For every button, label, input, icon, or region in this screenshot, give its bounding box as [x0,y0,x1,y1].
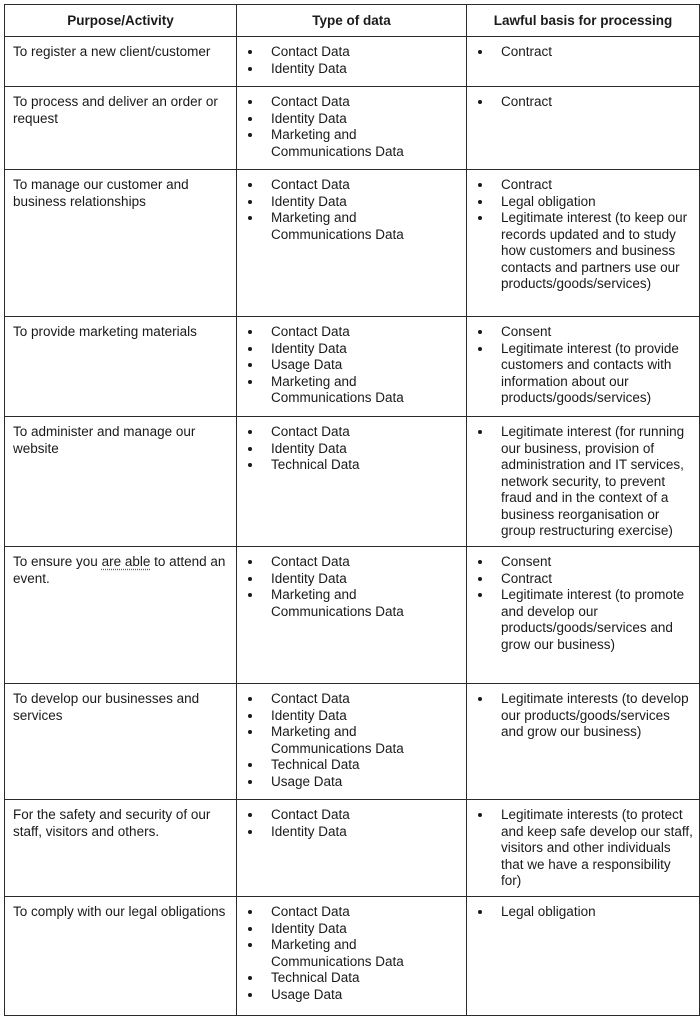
type-of-data-item-text: Contact Data [271,904,350,919]
type-of-data-item-text: Usage Data [271,986,343,1002]
lawful-basis-item-text: Legal obligation [501,193,596,209]
type-of-data-item [237,724,460,757]
type-of-data-item-text: Identity Data [271,920,347,936]
type-of-data-cell [237,417,467,547]
lawful-basis-item [467,904,693,921]
purpose-text: To register a new client/customer [13,44,211,59]
purpose-cell [5,170,237,317]
purpose-text: For the safety and security of our staff, visitors and others. [13,807,211,839]
lawful-basis-item-text: Consent [501,554,552,569]
purpose-text-part: To ensure you [13,554,102,569]
type-of-data-list [237,170,466,243]
type-of-data-item [237,127,460,160]
type-of-data-item [237,571,460,588]
type-of-data-item [237,61,460,78]
lawful-basis-list [467,800,699,890]
type-of-data-cell [237,897,467,1016]
bullet-icon [478,330,482,334]
type-of-data-item [237,457,460,474]
type-of-data-item [237,111,460,128]
type-of-data-cell [237,87,467,170]
header-row [5,5,700,37]
bullet-icon [248,447,252,451]
type-of-data-list [237,37,466,77]
lawful-basis-item-text: Contract [501,94,553,109]
type-of-data-item [237,177,460,194]
lawful-basis-item [467,210,693,293]
type-of-data-item-text: Identity Data [271,440,347,456]
type-of-data-item [237,970,460,987]
bullet-icon [248,200,252,204]
lawful-basis-list [467,87,699,111]
type-of-data-item [237,357,460,374]
type-of-data-item-text: Identity Data [271,193,347,209]
type-of-data-item [237,554,460,571]
lawful-basis-cell [467,897,700,1016]
type-of-data-item [237,824,460,841]
type-of-data-item-text: Contact Data [271,94,350,109]
lawful-basis-item [467,341,693,407]
lawful-basis-item-text: Legitimate interests (to develop our products/goods/services and grow our business) [501,691,689,739]
bullet-icon [478,697,482,701]
bullet-icon [248,943,252,947]
bullet-icon [248,577,252,581]
bullet-icon [478,430,482,434]
type-of-data-item [237,374,460,407]
type-of-data-item-text: Identity Data [271,60,347,76]
purpose-text: To provide marketing materials [13,324,197,339]
type-of-data-item-text: Usage Data [271,773,343,789]
table-row [5,87,700,170]
lawful-basis-item-text: Legitimate interest (to provide customers and contacts with information about our products/goods/services) [501,340,679,405]
lawful-basis-list [467,317,699,407]
bullet-icon [248,593,252,597]
type-of-data-item-text: Identity Data [271,707,347,723]
type-of-data-item-text: Marketing and Communications Data [271,937,404,969]
bullet-icon [248,216,252,220]
lawful-basis-item-text: Contract [501,177,553,192]
bullet-icon [248,67,252,71]
bullet-icon [248,347,252,351]
bullet-icon [478,593,482,597]
bullet-icon [248,380,252,384]
type-of-data-item-text: Marketing and Communications Data [271,127,404,159]
type-of-data-list [237,547,466,620]
lawful-basis-item [467,94,693,111]
lawful-basis-item [467,691,693,741]
lawful-basis-cell [467,800,700,897]
bullet-icon [248,714,252,718]
lawful-basis-item-text: Legitimate interest (to promote and develop our products/goods/services and grow our business) [501,587,685,652]
lawful-basis-item [467,194,693,211]
lawful-basis-item [467,177,693,194]
lawful-basis-item-text: Legitimate interests (to protect and keep safe develop our staff, visitors and other individuals that we have a responsibility for) [501,807,693,888]
bullet-icon [248,927,252,931]
type-of-data-item [237,341,460,358]
bullet-icon [248,430,252,434]
type-of-data-item [237,987,460,1004]
bullet-icon [248,697,252,701]
lawful-basis-item [467,554,693,571]
type-of-data-item [237,194,460,211]
purpose-text-part: to attend an event. [13,554,226,586]
lawful-basis-cell [467,87,700,170]
table-row [5,170,700,317]
purpose-text: To develop our businesses and services [13,691,200,723]
lawful-basis-item-text: Contract [501,44,553,59]
type-of-data-item [237,210,460,243]
type-of-data-item [237,937,460,970]
type-of-data-cell [237,317,467,417]
type-of-data-item-text: Contact Data [271,44,350,59]
type-of-data-item-text: Marketing and Communications Data [271,210,404,242]
lawful-basis-list [467,417,699,540]
type-of-data-item-text: Marketing and Communications Data [271,724,404,756]
header-purpose: Purpose/Activity [5,5,237,37]
bullet-icon [248,763,252,767]
table-row [5,684,700,800]
purpose-cell [5,87,237,170]
bullet-icon [478,813,482,817]
type-of-data-item [237,587,460,620]
purpose-text: To administer and manage our website [13,424,196,456]
lawful-basis-list [467,37,699,61]
type-of-data-item [237,441,460,458]
lawful-basis-cell [467,417,700,547]
bullet-icon [248,463,252,467]
type-of-data-item [237,904,460,921]
type-of-data-cell [237,684,467,800]
bullet-icon [248,910,252,914]
type-of-data-item-text: Contact Data [271,324,350,339]
purpose-cell [5,37,237,87]
type-of-data-item-text: Contact Data [271,424,350,439]
table-row [5,37,700,87]
header-lawful-basis: Lawful basis for processing [467,5,700,37]
type-of-data-item-text: Technical Data [271,757,360,772]
lawful-basis-cell [467,547,700,684]
table-row [5,417,700,547]
lawful-basis-list [467,547,699,653]
purpose-cell [5,684,237,800]
header-type-of-data: Type of data [237,5,467,37]
purpose-cell [5,897,237,1016]
type-of-data-cell [237,170,467,317]
type-of-data-item-text: Contact Data [271,554,350,569]
type-of-data-item-text: Identity Data [271,340,347,356]
type-of-data-item [237,44,460,61]
data-processing-table [4,4,700,1016]
type-of-data-item [237,774,460,791]
lawful-basis-item [467,424,693,540]
type-of-data-item-text: Contact Data [271,177,350,192]
type-of-data-item [237,324,460,341]
bullet-icon [248,813,252,817]
lawful-basis-item-text: Consent [501,324,552,339]
lawful-basis-list [467,684,699,741]
bullet-icon [248,560,252,564]
bullet-icon [248,50,252,54]
table-row [5,547,700,684]
bullet-icon [248,730,252,734]
bullet-icon [478,183,482,187]
bullet-icon [248,133,252,137]
type-of-data-item-text: Identity Data [271,110,347,126]
lawful-basis-item-text: Legal obligation [501,904,596,919]
lawful-basis-item-text: Contract [501,570,553,586]
purpose-cell [5,547,237,684]
type-of-data-item-text: Technical Data [271,457,360,472]
type-of-data-item-text: Marketing and Communications Data [271,373,404,405]
purpose-cell [5,800,237,897]
bullet-icon [478,347,482,351]
type-of-data-item [237,757,460,774]
bullet-icon [248,117,252,121]
lawful-basis-list [467,897,699,921]
type-of-data-list [237,417,466,474]
type-of-data-item-text: Technical Data [271,970,360,985]
table-row [5,317,700,417]
spellcheck-underlined-text: are able [101,554,151,569]
type-of-data-item [237,691,460,708]
bullet-icon [248,183,252,187]
lawful-basis-cell [467,170,700,317]
type-of-data-cell [237,547,467,684]
bullet-icon [478,910,482,914]
type-of-data-item [237,921,460,938]
type-of-data-list [237,684,466,790]
type-of-data-item [237,708,460,725]
bullet-icon [478,100,482,104]
type-of-data-item [237,807,460,824]
table-row [5,897,700,1016]
purpose-cell [5,317,237,417]
lawful-basis-item-text: Legitimate interest (to keep our records updated and to study how customers and business contacts and partners use our products/goods/services) [501,210,688,291]
type-of-data-item-text: Usage Data [271,357,343,372]
lawful-basis-item-text: Legitimate interest (for running our business, provision of administration and IT services, network security, to prevent fraud and in the context of a business reorganisation or group restructuring exercise) [501,424,685,538]
lawful-basis-cell [467,37,700,87]
lawful-basis-item [467,571,693,588]
bullet-icon [478,577,482,581]
type-of-data-list [237,87,466,160]
lawful-basis-item [467,587,693,653]
bullet-icon [478,560,482,564]
lawful-basis-cell [467,317,700,417]
type-of-data-item-text: Identity Data [271,570,347,586]
purpose-text: To process and deliver an order or request [13,94,218,126]
bullet-icon [248,780,252,784]
purpose-cell [5,417,237,547]
type-of-data-item-text: Contact Data [271,691,350,706]
lawful-basis-list [467,170,699,293]
bullet-icon [248,363,252,367]
lawful-basis-item [467,807,693,890]
lawful-basis-cell [467,684,700,800]
lawful-basis-item [467,44,693,61]
bullet-icon [248,830,252,834]
type-of-data-list [237,897,466,1003]
table-row [5,800,700,897]
type-of-data-list [237,800,466,840]
bullet-icon [478,50,482,54]
bullet-icon [248,976,252,980]
bullet-icon [478,200,482,204]
purpose-text: To manage our customer and business relationships [13,177,189,209]
bullet-icon [248,330,252,334]
lawful-basis-item [467,324,693,341]
type-of-data-item-text: Contact Data [271,807,350,822]
type-of-data-cell [237,800,467,897]
type-of-data-item-text: Marketing and Communications Data [271,587,404,619]
purpose-text: To comply with our legal obligations [13,904,226,919]
type-of-data-item-text: Identity Data [271,823,347,839]
type-of-data-cell [237,37,467,87]
bullet-icon [248,100,252,104]
type-of-data-list [237,317,466,407]
type-of-data-item [237,424,460,441]
type-of-data-item [237,94,460,111]
bullet-icon [478,216,482,220]
bullet-icon [248,993,252,997]
